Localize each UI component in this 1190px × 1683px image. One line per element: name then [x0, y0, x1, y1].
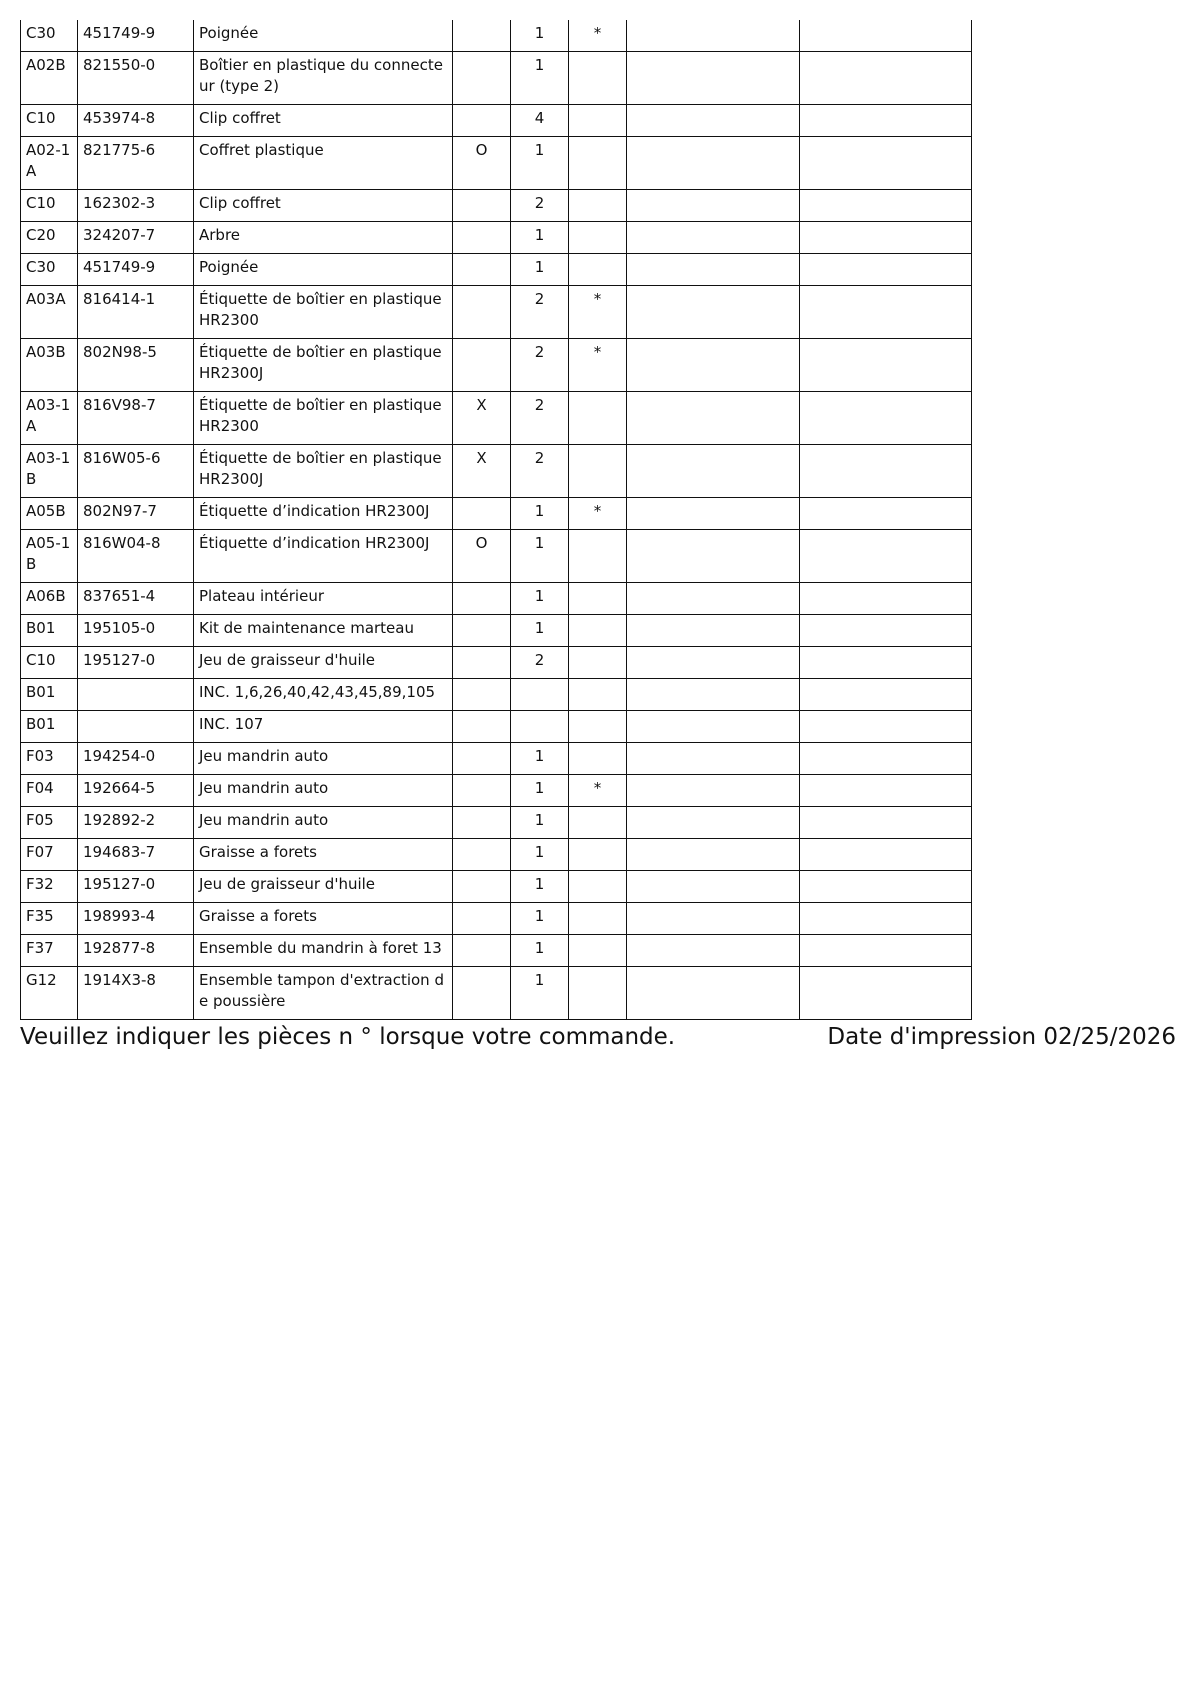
mark-cell — [453, 615, 511, 647]
note-cell — [569, 392, 627, 445]
blank-cell — [627, 743, 800, 775]
quantity-cell — [511, 711, 569, 743]
blank-cell — [800, 445, 972, 498]
blank-cell — [627, 52, 800, 105]
ref-cell: G12 — [21, 967, 78, 1020]
quantity-cell: 1 — [511, 254, 569, 286]
quantity-cell: 1 — [511, 839, 569, 871]
description-cell: Graisse a forets — [194, 903, 453, 935]
description-cell: Jeu mandrin auto — [194, 775, 453, 807]
description-cell: Ensemble du mandrin à foret 13 — [194, 935, 453, 967]
ref-cell: C30 — [21, 254, 78, 286]
ref-cell: A02-1A — [21, 137, 78, 190]
ref-cell: F37 — [21, 935, 78, 967]
blank-cell — [627, 190, 800, 222]
ref-cell: C30 — [21, 20, 78, 52]
part-number-cell: 324207-7 — [78, 222, 194, 254]
blank-cell — [627, 775, 800, 807]
description-cell: Boîtier en plastique du connecteur (type 2) — [194, 52, 453, 105]
table-row — [21, 679, 972, 711]
note-cell: * — [569, 498, 627, 530]
table-row — [21, 254, 972, 286]
part-number-cell: 802N97-7 — [78, 498, 194, 530]
part-number-cell: 816W04-8 — [78, 530, 194, 583]
description-cell: Étiquette d’indication HR2300J — [194, 498, 453, 530]
note-cell — [569, 530, 627, 583]
blank-cell — [800, 743, 972, 775]
table-row — [21, 871, 972, 903]
mark-cell — [453, 222, 511, 254]
blank-cell — [627, 530, 800, 583]
mark-cell: X — [453, 392, 511, 445]
blank-cell — [627, 807, 800, 839]
part-number-cell: 816414-1 — [78, 286, 194, 339]
description-cell: Ensemble tampon d'extraction de poussière — [194, 967, 453, 1020]
mark-cell — [453, 839, 511, 871]
blank-cell — [627, 583, 800, 615]
part-number-cell: 837651-4 — [78, 583, 194, 615]
table-row — [21, 498, 972, 530]
ref-cell: B01 — [21, 711, 78, 743]
mark-cell — [453, 498, 511, 530]
description-cell: Clip coffret — [194, 190, 453, 222]
blank-cell — [627, 339, 800, 392]
note-cell — [569, 935, 627, 967]
blank-cell — [800, 254, 972, 286]
table-row — [21, 935, 972, 967]
ref-cell: F35 — [21, 903, 78, 935]
blank-cell — [627, 222, 800, 254]
table-row — [21, 711, 972, 743]
mark-cell: O — [453, 137, 511, 190]
note-cell: * — [569, 20, 627, 52]
blank-cell — [800, 530, 972, 583]
part-number-cell: 162302-3 — [78, 190, 194, 222]
blank-cell — [627, 871, 800, 903]
ref-cell: F03 — [21, 743, 78, 775]
mark-cell: O — [453, 530, 511, 583]
description-cell: Poignée — [194, 20, 453, 52]
description-cell: Arbre — [194, 222, 453, 254]
quantity-cell: 1 — [511, 967, 569, 1020]
blank-cell — [627, 615, 800, 647]
parts-table-body — [21, 20, 972, 1020]
part-number-cell: 453974-8 — [78, 105, 194, 137]
quantity-cell: 4 — [511, 105, 569, 137]
description-cell: Étiquette de boîtier en plastique HR2300 — [194, 392, 453, 445]
note-cell: * — [569, 775, 627, 807]
note-cell — [569, 583, 627, 615]
mark-cell — [453, 871, 511, 903]
note-cell — [569, 679, 627, 711]
ref-cell: C20 — [21, 222, 78, 254]
table-row — [21, 105, 972, 137]
quantity-cell: 2 — [511, 647, 569, 679]
blank-cell — [800, 871, 972, 903]
table-row — [21, 807, 972, 839]
blank-cell — [627, 20, 800, 52]
ref-cell: A06B — [21, 583, 78, 615]
blank-cell — [800, 935, 972, 967]
blank-cell — [800, 498, 972, 530]
part-number-cell: 195105-0 — [78, 615, 194, 647]
quantity-cell: 1 — [511, 20, 569, 52]
description-cell: INC. 1,6,26,40,42,43,45,89,105 — [194, 679, 453, 711]
mark-cell — [453, 339, 511, 392]
blank-cell — [627, 967, 800, 1020]
note-cell — [569, 903, 627, 935]
description-cell: Plateau intérieur — [194, 583, 453, 615]
quantity-cell: 1 — [511, 583, 569, 615]
blank-cell — [800, 339, 972, 392]
mark-cell — [453, 254, 511, 286]
blank-cell — [800, 20, 972, 52]
quantity-cell: 1 — [511, 530, 569, 583]
blank-cell — [800, 137, 972, 190]
ref-cell: A03-1A — [21, 392, 78, 445]
table-row — [21, 615, 972, 647]
order-note: Veuillez indiquer les pièces n ° lorsque votre commande. — [20, 1024, 676, 1050]
blank-cell — [627, 839, 800, 871]
description-cell: Étiquette de boîtier en plastique HR2300 — [194, 286, 453, 339]
mark-cell — [453, 190, 511, 222]
mark-cell — [453, 679, 511, 711]
part-number-cell: 802N98-5 — [78, 339, 194, 392]
table-row — [21, 967, 972, 1020]
part-number-cell: 451749-9 — [78, 254, 194, 286]
print-date: Date d'impression 02/25/2026 — [827, 1024, 1176, 1050]
blank-cell — [800, 711, 972, 743]
table-row — [21, 530, 972, 583]
part-number-cell: 451749-9 — [78, 20, 194, 52]
parts-table — [20, 20, 972, 1020]
blank-cell — [800, 967, 972, 1020]
ref-cell: A03-1B — [21, 445, 78, 498]
mark-cell — [453, 711, 511, 743]
mark-cell — [453, 807, 511, 839]
mark-cell — [453, 647, 511, 679]
part-number-cell: 195127-0 — [78, 647, 194, 679]
mark-cell — [453, 20, 511, 52]
table-row — [21, 222, 972, 254]
ref-cell: C10 — [21, 105, 78, 137]
blank-cell — [800, 222, 972, 254]
description-cell: Coffret plastique — [194, 137, 453, 190]
blank-cell — [627, 105, 800, 137]
mark-cell — [453, 583, 511, 615]
table-row — [21, 190, 972, 222]
part-number-cell — [78, 679, 194, 711]
description-cell: Jeu de graisseur d'huile — [194, 871, 453, 903]
ref-cell: A03A — [21, 286, 78, 339]
note-cell — [569, 137, 627, 190]
ref-cell: F32 — [21, 871, 78, 903]
table-row — [21, 392, 972, 445]
description-cell: Étiquette de boîtier en plastique HR2300J — [194, 445, 453, 498]
blank-cell — [800, 807, 972, 839]
part-number-cell: 816W05-6 — [78, 445, 194, 498]
quantity-cell: 2 — [511, 392, 569, 445]
part-number-cell: 821775-6 — [78, 137, 194, 190]
note-cell — [569, 871, 627, 903]
table-row — [21, 286, 972, 339]
table-row — [21, 839, 972, 871]
blank-cell — [800, 583, 972, 615]
note-cell — [569, 190, 627, 222]
quantity-cell — [511, 679, 569, 711]
note-cell — [569, 711, 627, 743]
description-cell: Graisse a forets — [194, 839, 453, 871]
mark-cell — [453, 52, 511, 105]
note-cell — [569, 615, 627, 647]
part-number-cell: 195127-0 — [78, 871, 194, 903]
quantity-cell: 1 — [511, 935, 569, 967]
mark-cell — [453, 775, 511, 807]
description-cell: Étiquette de boîtier en plastique HR2300J — [194, 339, 453, 392]
part-number-cell: 194254-0 — [78, 743, 194, 775]
blank-cell — [800, 392, 972, 445]
note-cell — [569, 254, 627, 286]
ref-cell: A02B — [21, 52, 78, 105]
quantity-cell: 2 — [511, 190, 569, 222]
page-footer — [20, 1022, 1176, 1052]
mark-cell: X — [453, 445, 511, 498]
blank-cell — [627, 935, 800, 967]
quantity-cell: 1 — [511, 903, 569, 935]
ref-cell: F07 — [21, 839, 78, 871]
quantity-cell: 1 — [511, 52, 569, 105]
description-cell: Étiquette d’indication HR2300J — [194, 530, 453, 583]
mark-cell — [453, 903, 511, 935]
quantity-cell: 1 — [511, 743, 569, 775]
mark-cell — [453, 967, 511, 1020]
mark-cell — [453, 743, 511, 775]
quantity-cell: 2 — [511, 339, 569, 392]
blank-cell — [800, 903, 972, 935]
description-cell: Kit de maintenance marteau — [194, 615, 453, 647]
blank-cell — [800, 647, 972, 679]
blank-cell — [800, 52, 972, 105]
quantity-cell: 1 — [511, 807, 569, 839]
note-cell — [569, 105, 627, 137]
blank-cell — [627, 647, 800, 679]
quantity-cell: 1 — [511, 775, 569, 807]
mark-cell — [453, 935, 511, 967]
blank-cell — [800, 775, 972, 807]
blank-cell — [627, 498, 800, 530]
ref-cell: A05-1B — [21, 530, 78, 583]
blank-cell — [627, 679, 800, 711]
ref-cell: F04 — [21, 775, 78, 807]
table-row — [21, 775, 972, 807]
part-number-cell: 198993-4 — [78, 903, 194, 935]
note-cell — [569, 222, 627, 254]
table-row — [21, 903, 972, 935]
note-cell — [569, 967, 627, 1020]
description-cell: INC. 107 — [194, 711, 453, 743]
table-row — [21, 137, 972, 190]
note-cell — [569, 445, 627, 498]
table-row — [21, 743, 972, 775]
blank-cell — [627, 137, 800, 190]
blank-cell — [800, 839, 972, 871]
note-cell: * — [569, 339, 627, 392]
table-row — [21, 583, 972, 615]
note-cell — [569, 647, 627, 679]
quantity-cell: 2 — [511, 445, 569, 498]
table-row — [21, 20, 972, 52]
note-cell — [569, 743, 627, 775]
mark-cell — [453, 286, 511, 339]
blank-cell — [800, 190, 972, 222]
mark-cell — [453, 105, 511, 137]
part-number-cell: 821550-0 — [78, 52, 194, 105]
part-number-cell — [78, 711, 194, 743]
blank-cell — [627, 254, 800, 286]
quantity-cell: 1 — [511, 615, 569, 647]
note-cell — [569, 52, 627, 105]
note-cell — [569, 807, 627, 839]
quantity-cell: 1 — [511, 871, 569, 903]
blank-cell — [800, 286, 972, 339]
quantity-cell: 1 — [511, 498, 569, 530]
ref-cell: C10 — [21, 647, 78, 679]
part-number-cell: 192892-2 — [78, 807, 194, 839]
ref-cell: F05 — [21, 807, 78, 839]
blank-cell — [800, 105, 972, 137]
blank-cell — [800, 679, 972, 711]
part-number-cell: 1914X3-8 — [78, 967, 194, 1020]
description-cell: Clip coffret — [194, 105, 453, 137]
ref-cell: A03B — [21, 339, 78, 392]
quantity-cell: 1 — [511, 222, 569, 254]
description-cell: Jeu mandrin auto — [194, 807, 453, 839]
ref-cell: C10 — [21, 190, 78, 222]
blank-cell — [627, 445, 800, 498]
description-cell: Poignée — [194, 254, 453, 286]
description-cell: Jeu de graisseur d'huile — [194, 647, 453, 679]
quantity-cell: 1 — [511, 137, 569, 190]
note-cell — [569, 839, 627, 871]
ref-cell: B01 — [21, 679, 78, 711]
part-number-cell: 192664-5 — [78, 775, 194, 807]
table-row — [21, 339, 972, 392]
note-cell: * — [569, 286, 627, 339]
part-number-cell: 816V98-7 — [78, 392, 194, 445]
blank-cell — [627, 711, 800, 743]
part-number-cell: 194683-7 — [78, 839, 194, 871]
quantity-cell: 2 — [511, 286, 569, 339]
description-cell: Jeu mandrin auto — [194, 743, 453, 775]
part-number-cell: 192877-8 — [78, 935, 194, 967]
table-row — [21, 445, 972, 498]
table-row — [21, 52, 972, 105]
blank-cell — [627, 392, 800, 445]
blank-cell — [627, 903, 800, 935]
ref-cell: B01 — [21, 615, 78, 647]
ref-cell: A05B — [21, 498, 78, 530]
table-row — [21, 647, 972, 679]
blank-cell — [627, 286, 800, 339]
blank-cell — [800, 615, 972, 647]
